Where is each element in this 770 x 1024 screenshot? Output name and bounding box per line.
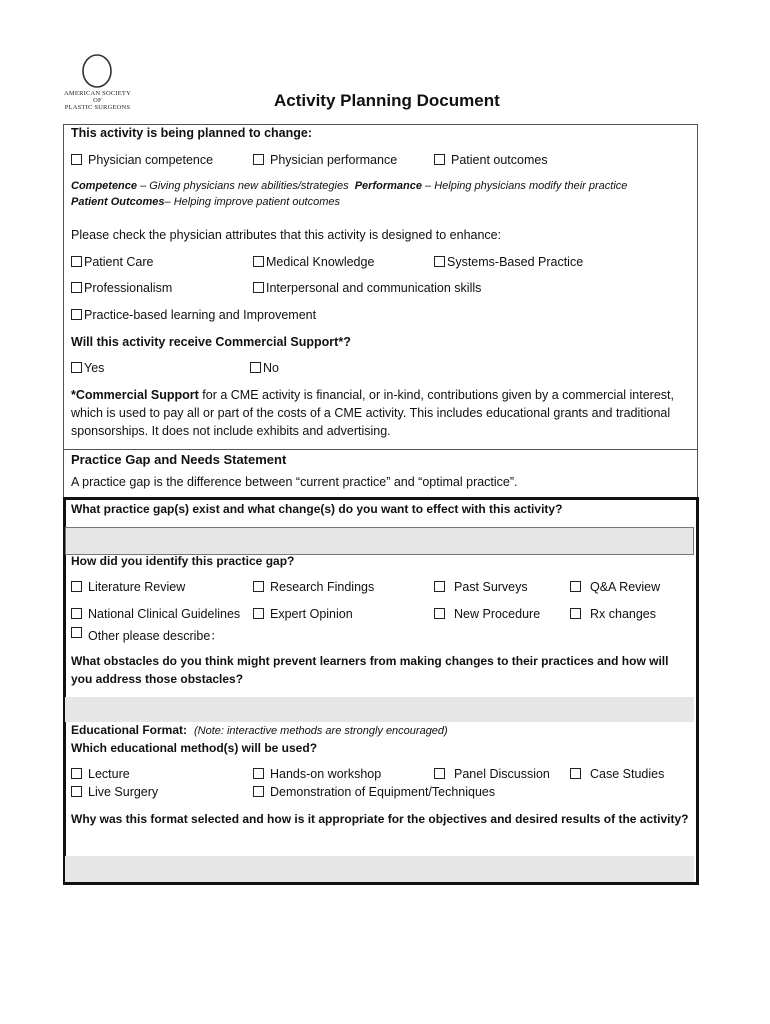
checkbox-practice-based-learning[interactable] bbox=[71, 309, 82, 320]
obstacles-input[interactable] bbox=[65, 697, 694, 722]
label-panel-discussion: Panel Discussion bbox=[454, 767, 550, 781]
label-interpersonal-skills: Interpersonal and communication skills bbox=[266, 281, 482, 295]
checkbox-physician-performance[interactable] bbox=[253, 154, 264, 165]
label-lecture: Lecture bbox=[88, 767, 130, 781]
checkbox-patient-care[interactable] bbox=[71, 256, 82, 267]
checkbox-demonstration[interactable] bbox=[253, 786, 264, 797]
checkbox-research-findings[interactable] bbox=[253, 581, 264, 592]
checkbox-interpersonal-skills[interactable] bbox=[253, 282, 264, 293]
label-patient-outcomes: Patient outcomes bbox=[451, 153, 548, 167]
checkbox-literature-review[interactable] bbox=[71, 581, 82, 592]
label-physician-performance: Physician performance bbox=[270, 153, 398, 167]
label-medical-knowledge: Medical Knowledge bbox=[266, 255, 375, 269]
label-hands-on-workshop: Hands-on workshop bbox=[270, 767, 382, 781]
obstacles-question: What obstacles do you think might prevent learners from making changes to their practices and how will you address those obstacles? bbox=[71, 654, 669, 686]
checkbox-hands-on-workshop[interactable] bbox=[253, 768, 264, 779]
practice-gap-question: What practice gap(s) exist and what change(s) do you want to effect with this activity? bbox=[71, 502, 563, 516]
commercial-support-text: for a CME activity is financial, or in-kind, contributions given by a commercial interest, which is used to pay all or part of the costs of a CME activity. This includes educational grants and traditional sponsorships. It does not include exhibits and advertising. bbox=[71, 388, 674, 438]
checkbox-expert-opinion[interactable] bbox=[253, 608, 264, 619]
label-practice-based-learning: Practice-based learning and Improvement bbox=[84, 308, 317, 322]
label-support-no: No bbox=[263, 361, 279, 375]
checkbox-other[interactable] bbox=[71, 627, 82, 638]
educational-method-question: Which educational method(s) will be used? bbox=[71, 741, 318, 755]
practice-gap-heading: Practice Gap and Needs Statement bbox=[71, 452, 287, 467]
label-literature-review: Literature Review bbox=[88, 580, 186, 594]
checkbox-new-procedure[interactable] bbox=[434, 608, 445, 619]
label-live-surgery: Live Surgery bbox=[88, 785, 159, 799]
label-research-findings: Research Findings bbox=[270, 580, 375, 594]
section-divider bbox=[63, 449, 698, 450]
label-past-surveys: Past Surveys bbox=[454, 580, 528, 594]
checkbox-rx-changes[interactable] bbox=[570, 608, 581, 619]
checkbox-physician-competence[interactable] bbox=[71, 154, 82, 165]
checkbox-national-guidelines[interactable] bbox=[71, 608, 82, 619]
label-rx-changes: Rx changes bbox=[590, 607, 657, 621]
definitions-line2 bbox=[71, 196, 340, 208]
practice-gap-definition: A practice gap is the difference between “current practice” and “optimal practice”. bbox=[71, 475, 518, 489]
label-patient-care: Patient Care bbox=[84, 255, 154, 269]
checkbox-live-surgery[interactable] bbox=[71, 786, 82, 797]
commercial-support-note bbox=[71, 386, 691, 440]
format-why-question: Why was this format selected and how is it appropriate for the objectives and desired results of the activity? bbox=[71, 812, 689, 826]
logo-text-line2: PLASTIC SURGEONS bbox=[64, 104, 131, 111]
checkbox-systems-based-practice[interactable] bbox=[434, 256, 445, 267]
label-demonstration: Demonstration of Equipment/Techniques bbox=[270, 785, 496, 799]
label-expert-opinion: Expert Opinion bbox=[270, 607, 353, 621]
performance-term: Performance bbox=[354, 180, 422, 192]
educational-format-line bbox=[71, 723, 448, 737]
competence-text: – Giving physicians new abilities/strategies bbox=[137, 180, 349, 192]
performance-text: – Helping physicians modify their practice bbox=[421, 180, 628, 192]
label-case-studies: Case Studies bbox=[590, 767, 665, 781]
checkbox-lecture[interactable] bbox=[71, 768, 82, 779]
format-why-input[interactable] bbox=[65, 856, 694, 882]
checkbox-qa-review[interactable] bbox=[570, 581, 581, 592]
label-systems-based-practice: Systems-Based Practice bbox=[447, 255, 584, 269]
asps-logo-ring-icon bbox=[78, 52, 118, 90]
checkbox-support-no[interactable] bbox=[250, 362, 261, 373]
label-other-describe: Other please describe： bbox=[88, 629, 223, 643]
document-title: Activity Planning Document bbox=[274, 91, 500, 110]
checkbox-case-studies[interactable] bbox=[570, 768, 581, 779]
outcomes-text: – Helping improve patient outcomes bbox=[164, 196, 341, 208]
identify-gap-question: How did you identify this practice gap? bbox=[71, 554, 295, 568]
definitions-line1 bbox=[71, 180, 627, 192]
checkbox-patient-outcomes[interactable] bbox=[434, 154, 445, 165]
educational-format-note: (Note: interactive methods are strongly encouraged) bbox=[193, 725, 448, 737]
outcomes-term: Patient Outcomes bbox=[71, 196, 165, 208]
attributes-prompt: Please check the physician attributes that this activity is designed to enhance: bbox=[71, 228, 502, 242]
competence-term: Competence bbox=[71, 180, 138, 192]
label-national-guidelines: National Clinical Guidelines bbox=[88, 607, 241, 621]
checkbox-past-surveys[interactable] bbox=[434, 581, 445, 592]
asps-logo bbox=[60, 52, 135, 111]
logo-text-line1: AMERICAN SOCIETY OF bbox=[64, 90, 131, 104]
label-professionalism: Professionalism bbox=[84, 281, 173, 295]
checkbox-panel-discussion[interactable] bbox=[434, 768, 445, 779]
label-qa-review: Q&A Review bbox=[590, 580, 661, 594]
label-physician-competence: Physician competence bbox=[88, 153, 214, 167]
checkbox-support-yes[interactable] bbox=[71, 362, 82, 373]
checkbox-medical-knowledge[interactable] bbox=[253, 256, 264, 267]
label-new-procedure: New Procedure bbox=[454, 607, 541, 621]
checkbox-professionalism[interactable] bbox=[71, 282, 82, 293]
educational-format-label: Educational Format: bbox=[71, 723, 188, 737]
label-support-yes: Yes bbox=[84, 361, 105, 375]
practice-gap-input[interactable] bbox=[65, 527, 694, 555]
commercial-support-question: Will this activity receive Commercial Support*? bbox=[71, 335, 351, 349]
change-heading: This activity is being planned to change: bbox=[71, 126, 313, 140]
commercial-support-term: *Commercial Support bbox=[71, 388, 199, 402]
